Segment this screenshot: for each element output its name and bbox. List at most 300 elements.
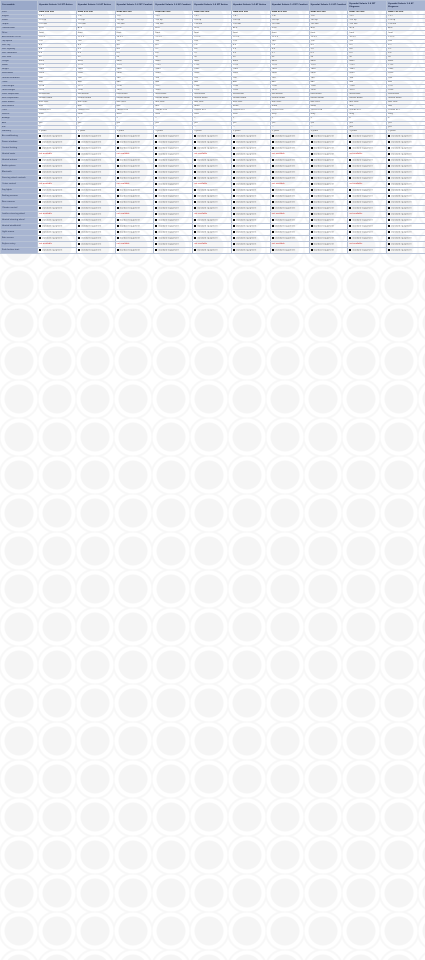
- spec-value: torsion beam: [270, 96, 309, 100]
- feature-value: standard equipment: [391, 177, 412, 180]
- spec-value: 160: [309, 76, 348, 80]
- feature-value: standard equipment: [391, 207, 412, 210]
- feature-value: not available: [194, 242, 208, 245]
- spec-value: 1.6 l: [154, 15, 193, 19]
- spec-value: MT-6: [38, 27, 77, 31]
- bullet-icon: [194, 201, 196, 203]
- feature-value: standard equipment: [80, 177, 102, 180]
- feature-value: standard equipment: [119, 201, 140, 204]
- feature-value: not available: [349, 242, 363, 245]
- spec-value: 6.6: [387, 51, 425, 55]
- feature-value: standard equipment: [235, 183, 257, 186]
- bullet-icon: [194, 249, 196, 251]
- feature-value: standard equipment: [80, 219, 102, 222]
- spec-value: 1729: [348, 64, 387, 68]
- feature-value: standard equipment: [119, 207, 140, 210]
- feature-value: standard equipment: [158, 135, 179, 138]
- spec-value: disc vent.: [115, 101, 154, 105]
- spec-value: McPherson: [270, 92, 309, 96]
- feature-value: standard equipment: [119, 189, 140, 192]
- bullet-icon: [194, 147, 196, 149]
- feature-cell: [154, 247, 193, 253]
- spec-value: MT-6: [348, 27, 387, 31]
- bullet-icon: [39, 147, 41, 149]
- feature-value: standard equipment: [313, 177, 334, 180]
- spec-value: alloy: [387, 113, 425, 117]
- feature-value: standard equipment: [197, 177, 218, 180]
- spec-value: 123 hp: [115, 19, 154, 23]
- car-header[interactable]: Hyundai Solaris 1.6 AT Comfort: [154, 1, 193, 11]
- spec-value: 6.0: [115, 51, 154, 55]
- bullet-icon: [194, 177, 196, 179]
- feature-value: standard equipment: [197, 225, 218, 228]
- feature-value: standard equipment: [235, 225, 257, 228]
- feature-value: standard equipment: [119, 141, 140, 144]
- spec-label: Airbags: [1, 117, 38, 121]
- spec-value: McPherson: [193, 92, 232, 96]
- bullet-icon: [117, 225, 119, 227]
- spec-value: drum: [270, 105, 309, 109]
- spec-value: 1.4 l: [270, 15, 309, 19]
- spec-value: 1217: [154, 84, 193, 88]
- spec-value: 480: [76, 80, 115, 84]
- bullet-icon: [39, 201, 41, 203]
- car-header[interactable]: Hyundai Solaris 1.6 AT Elegance: [387, 1, 425, 11]
- bullet-icon: [272, 147, 274, 149]
- spec-value: 6.3: [309, 51, 348, 55]
- spec-value: 185/65 R15: [193, 109, 232, 113]
- feature-value: standard equipment: [313, 243, 334, 246]
- bullet-icon: [233, 231, 235, 233]
- spec-value: 1180: [309, 84, 348, 88]
- feature-value: standard equipment: [42, 189, 63, 192]
- feature-value: standard equipment: [391, 201, 412, 204]
- feature-value: standard equipment: [274, 195, 296, 198]
- feature-value: standard equipment: [313, 219, 334, 222]
- spec-value: MT-6: [115, 27, 154, 31]
- feature-value: standard equipment: [313, 201, 334, 204]
- spec-value: 192: [38, 39, 77, 43]
- bullet-icon: [233, 225, 235, 227]
- bullet-icon: [388, 231, 390, 233]
- feature-value: standard equipment: [235, 153, 257, 156]
- bullet-icon: [311, 177, 313, 179]
- feature-value: standard equipment: [80, 213, 102, 216]
- spec-value: front: [348, 31, 387, 35]
- spec-label: Torque: [1, 23, 38, 27]
- bullet-icon: [388, 201, 390, 203]
- spec-value: 4.8: [115, 47, 154, 51]
- feature-value: standard equipment: [313, 189, 334, 192]
- feature-value: not available: [194, 212, 208, 215]
- feature-value: standard equipment: [235, 249, 257, 252]
- bullet-icon: [311, 213, 313, 215]
- spec-value: 4.8: [348, 47, 387, 51]
- spec-value: 155 Nm: [115, 23, 154, 27]
- feature-value: standard equipment: [313, 249, 334, 252]
- spec-value: yes: [76, 121, 115, 125]
- spec-value: 50: [115, 56, 154, 60]
- spec-value: 4405: [193, 60, 232, 64]
- spec-value: 2600: [348, 72, 387, 76]
- spec-label: Front suspension: [1, 92, 38, 96]
- spec-value: 160: [348, 76, 387, 80]
- spec-value: disc: [76, 105, 115, 109]
- bullet-icon: [311, 195, 313, 197]
- spec-value: 1160: [193, 84, 232, 88]
- spec-value: 123 hp: [348, 19, 387, 23]
- spec-value: AT-6: [309, 27, 348, 31]
- bullet-icon: [388, 171, 390, 173]
- spec-value: from 749 900: [387, 11, 425, 15]
- spec-value: 1.4 l: [309, 15, 348, 19]
- spec-value: 8.9: [76, 43, 115, 47]
- spec-value: 1217: [76, 84, 115, 88]
- bullet-icon: [272, 195, 274, 197]
- bullet-icon: [233, 195, 235, 197]
- bullet-icon: [117, 219, 119, 221]
- spec-value: from 619 900: [270, 11, 309, 15]
- spec-value: 100 hp: [309, 19, 348, 23]
- feature-label: Fog lights: [1, 187, 38, 193]
- feature-value: standard equipment: [158, 207, 179, 210]
- spec-value: McPherson: [231, 92, 270, 96]
- spec-value: 1469: [193, 68, 232, 72]
- bullet-icon: [78, 135, 80, 137]
- bullet-icon: [233, 165, 235, 167]
- spec-value: disc vent.: [387, 101, 425, 105]
- car-header[interactable]: Hyundai Solaris 1.6 MT Comfort: [115, 1, 154, 11]
- feature-value: not available: [194, 182, 208, 185]
- feature-value: standard equipment: [274, 207, 296, 210]
- spec-value: 480: [231, 80, 270, 84]
- feature-value: not available: [39, 242, 52, 245]
- spec-value: disc vent.: [154, 101, 193, 105]
- spec-value: 178: [231, 39, 270, 43]
- feature-value: standard equipment: [235, 135, 257, 138]
- spec-value: 1198: [38, 84, 77, 88]
- feature-value: standard equipment: [42, 219, 63, 222]
- spec-value: 2600: [193, 72, 232, 76]
- bullet-icon: [117, 165, 119, 167]
- spec-value: from 569 900: [193, 11, 232, 15]
- spec-value: 6.6: [76, 51, 115, 55]
- feature-value: standard equipment: [158, 171, 179, 174]
- spec-label: Power: [1, 19, 38, 23]
- spec-value: 10.3 s: [115, 35, 154, 39]
- spec-value: disc: [387, 105, 425, 109]
- spec-value: 178: [309, 39, 348, 43]
- spec-value: 100 hp: [193, 19, 232, 23]
- spec-value: yes: [115, 121, 154, 125]
- bullet-icon: [311, 249, 313, 251]
- spec-value: 195/55 R16: [270, 109, 309, 113]
- bullet-icon: [311, 201, 313, 203]
- spec-value: 3 years: [348, 129, 387, 133]
- car-header[interactable]: Hyundai Solaris 1.4 AT Active: [231, 1, 270, 11]
- bullet-icon: [233, 201, 235, 203]
- bullet-icon: [233, 141, 235, 143]
- bullet-icon: [194, 207, 196, 209]
- spec-value: 100 hp: [270, 19, 309, 23]
- feature-value: standard equipment: [352, 171, 373, 174]
- feature-value: standard equipment: [80, 165, 102, 168]
- feature-value: standard equipment: [391, 141, 412, 144]
- feature-value: not available: [39, 212, 52, 215]
- spec-value: 123 hp: [76, 19, 115, 23]
- spec-value: 185: [154, 39, 193, 43]
- spec-value: 1729: [38, 64, 77, 68]
- feature-value: standard equipment: [197, 159, 218, 162]
- feature-value: standard equipment: [42, 237, 63, 240]
- feature-value: standard equipment: [352, 237, 373, 240]
- bullet-icon: [388, 207, 390, 209]
- bullet-icon: [311, 159, 313, 161]
- spec-body: [1, 11, 425, 134]
- spec-value: 135 Nm: [193, 23, 232, 27]
- spec-value: 3 years: [154, 129, 193, 133]
- feature-value: standard equipment: [80, 231, 102, 234]
- spec-value: —: [231, 125, 270, 129]
- spec-value: 6.3: [231, 51, 270, 55]
- feature-value: standard equipment: [158, 153, 179, 156]
- feature-value: standard equipment: [42, 207, 63, 210]
- feature-value: standard equipment: [235, 177, 257, 180]
- feature-label: Cruise control: [1, 181, 38, 187]
- car-header[interactable]: Hyundai Solaris 1.4 AT Comfort: [309, 1, 348, 11]
- spec-value: from 639 900: [76, 11, 115, 15]
- feature-value: standard equipment: [313, 135, 334, 138]
- spec-value: 1469: [309, 68, 348, 72]
- bullet-icon: [233, 237, 235, 239]
- spec-value: 123 hp: [387, 19, 425, 23]
- spec-value: —: [154, 125, 193, 129]
- feature-label: Climate control: [1, 205, 38, 211]
- spec-value: 1469: [115, 68, 154, 72]
- bullet-icon: [272, 189, 274, 191]
- spec-value: 5.2: [76, 47, 115, 51]
- bullet-icon: [311, 237, 313, 239]
- bullet-icon: [117, 237, 119, 239]
- spec-value: 123 hp: [38, 19, 77, 23]
- spec-value: 1610: [38, 88, 77, 92]
- spec-value: 4405: [348, 60, 387, 64]
- feature-value: not available: [116, 152, 130, 155]
- spec-label: Acceleration 0-100: [1, 35, 38, 39]
- spec-value: 1469: [38, 68, 77, 72]
- feature-value: standard equipment: [197, 207, 218, 210]
- spec-value: disc: [348, 105, 387, 109]
- spec-value: 135 Nm: [309, 23, 348, 27]
- bullet-icon: [272, 231, 274, 233]
- feature-value: standard equipment: [80, 135, 102, 138]
- feature-value: standard equipment: [352, 195, 373, 198]
- feature-label: Heated windshield: [1, 223, 38, 229]
- spec-value: 185/65 R15: [76, 109, 115, 113]
- spec-value: from 609 900: [231, 11, 270, 15]
- spec-label: Top speed: [1, 39, 38, 43]
- bullet-icon: [311, 189, 313, 191]
- spec-value: torsion beam: [309, 96, 348, 100]
- spec-value: 1630: [154, 88, 193, 92]
- spec-value: 3 years: [38, 129, 77, 133]
- feature-value: standard equipment: [391, 225, 412, 228]
- feature-value: standard equipment: [391, 243, 412, 246]
- spec-value: 3 years: [387, 129, 425, 133]
- spec-value: 185: [387, 39, 425, 43]
- feature-value: standard equipment: [42, 147, 63, 150]
- feature-value: standard equipment: [197, 249, 218, 252]
- car-header[interactable]: Hyundai Solaris 1.4 MT Active: [193, 1, 232, 11]
- spec-label: Fuel highway: [1, 47, 38, 51]
- spec-value: AT-6: [387, 27, 425, 31]
- feature-value: standard equipment: [42, 195, 63, 198]
- bullet-icon: [388, 183, 390, 185]
- feature-value: standard equipment: [274, 249, 296, 252]
- car-header[interactable]: Hyundai Solaris 1.6 AT Active: [76, 1, 115, 11]
- feature-value: standard equipment: [158, 147, 179, 150]
- feature-value: standard equipment: [158, 165, 179, 168]
- spec-value: alloy: [270, 113, 309, 117]
- corner-cell: Car models: [1, 1, 38, 11]
- feature-value: standard equipment: [391, 237, 412, 240]
- bullet-icon: [78, 147, 80, 149]
- spec-value: 3 years: [270, 129, 309, 133]
- spec-value: 160: [38, 76, 77, 80]
- feature-value: standard equipment: [158, 243, 179, 246]
- bullet-icon: [39, 165, 41, 167]
- spec-value: 480: [38, 80, 77, 84]
- feature-value: standard equipment: [274, 177, 296, 180]
- feature-value: standard equipment: [119, 171, 140, 174]
- spec-value: front: [270, 31, 309, 35]
- bullet-icon: [388, 177, 390, 179]
- feature-value: standard equipment: [313, 225, 334, 228]
- spec-value: yes: [154, 121, 193, 125]
- spec-value: 195/55 R16: [309, 109, 348, 113]
- spec-label: Tires: [1, 109, 38, 113]
- feature-value: standard equipment: [352, 141, 373, 144]
- feature-value: standard equipment: [391, 189, 412, 192]
- spec-value: AT-6: [231, 27, 270, 31]
- feature-value: standard equipment: [158, 183, 179, 186]
- feature-value: not available: [271, 182, 285, 185]
- feature-value: standard equipment: [352, 165, 373, 168]
- feature-value: standard equipment: [80, 141, 102, 144]
- bullet-icon: [39, 135, 41, 137]
- bullet-icon: [117, 177, 119, 179]
- spec-value: 1729: [193, 64, 232, 68]
- feature-value: standard equipment: [313, 153, 334, 156]
- spec-value: —: [309, 125, 348, 129]
- feature-label: Keyless entry: [1, 241, 38, 247]
- spec-value: 4405: [76, 60, 115, 64]
- bullet-icon: [117, 135, 119, 137]
- spec-value: 1.4 l: [193, 15, 232, 19]
- feature-value: not available: [116, 242, 130, 245]
- bullet-icon: [194, 141, 196, 143]
- spec-value: AT-6: [76, 27, 115, 31]
- feature-value: standard equipment: [391, 195, 412, 198]
- bullet-icon: [39, 141, 41, 143]
- spec-value: drum: [231, 105, 270, 109]
- bullet-icon: [272, 225, 274, 227]
- feature-value: standard equipment: [42, 171, 63, 174]
- feature-value: standard equipment: [313, 207, 334, 210]
- spec-value: 185/65 R15: [38, 109, 77, 113]
- spec-value: 8.0: [348, 43, 387, 47]
- spec-value: 6: [348, 117, 387, 121]
- spec-value: 50: [387, 56, 425, 60]
- spec-value: alloy: [309, 113, 348, 117]
- spec-label: Fuel tank: [1, 56, 38, 60]
- bullet-icon: [272, 135, 274, 137]
- spec-label: Width: [1, 64, 38, 68]
- spec-value: 7.6: [270, 43, 309, 47]
- feature-label: Power windows: [1, 139, 38, 145]
- feature-value: standard equipment: [197, 189, 218, 192]
- feature-value: standard equipment: [274, 231, 296, 234]
- bullet-icon: [39, 171, 41, 173]
- spec-value: 3 years: [76, 129, 115, 133]
- spec-value: 2600: [387, 72, 425, 76]
- bullet-icon: [233, 189, 235, 191]
- spec-value: front: [231, 31, 270, 35]
- bullet-icon: [78, 201, 80, 203]
- bullet-icon: [233, 147, 235, 149]
- spec-value: 4.6: [193, 47, 232, 51]
- spec-value: torsion beam: [38, 96, 77, 100]
- feature-cell: [115, 247, 154, 253]
- spec-value: 12.9 s: [231, 35, 270, 39]
- feature-value: standard equipment: [391, 219, 412, 222]
- spec-value: 2600: [115, 72, 154, 76]
- spec-label: Fuel combined: [1, 51, 38, 55]
- bullet-icon: [272, 159, 274, 161]
- bullet-icon: [194, 189, 196, 191]
- car-header[interactable]: Hyundai Solaris 1.6 MT Active: [38, 1, 77, 11]
- spec-value: 2: [193, 117, 232, 121]
- spec-value: disc: [38, 105, 77, 109]
- spec-value: 1469: [270, 68, 309, 72]
- feature-value: standard equipment: [352, 201, 373, 204]
- spec-value: 155 Nm: [76, 23, 115, 27]
- spec-value: 1469: [231, 68, 270, 72]
- spec-value: 50: [193, 56, 232, 60]
- spec-value: 480: [387, 80, 425, 84]
- spec-value: 123 hp: [154, 19, 193, 23]
- feature-value: standard equipment: [235, 141, 257, 144]
- bullet-icon: [311, 153, 313, 155]
- feature-value: standard equipment: [352, 231, 373, 234]
- spec-value: disc vent.: [38, 101, 77, 105]
- feature-value: standard equipment: [352, 135, 373, 138]
- feature-value: standard equipment: [197, 219, 218, 222]
- feature-value: standard equipment: [119, 177, 140, 180]
- bullet-icon: [194, 159, 196, 161]
- spec-value: MT-6: [270, 27, 309, 31]
- spec-value: 1160: [270, 84, 309, 88]
- bullet-icon: [78, 207, 80, 209]
- spec-label: Drive: [1, 31, 38, 35]
- bullet-icon: [233, 159, 235, 161]
- car-header[interactable]: Hyundai Solaris 1.6 MT Elegance: [348, 1, 387, 11]
- spec-value: 1570: [193, 88, 232, 92]
- car-header[interactable]: Hyundai Solaris 1.4 MT Comfort: [270, 1, 309, 11]
- feature-value: standard equipment: [42, 141, 63, 144]
- feature-value: not available: [349, 152, 363, 155]
- spec-value: 160: [193, 76, 232, 80]
